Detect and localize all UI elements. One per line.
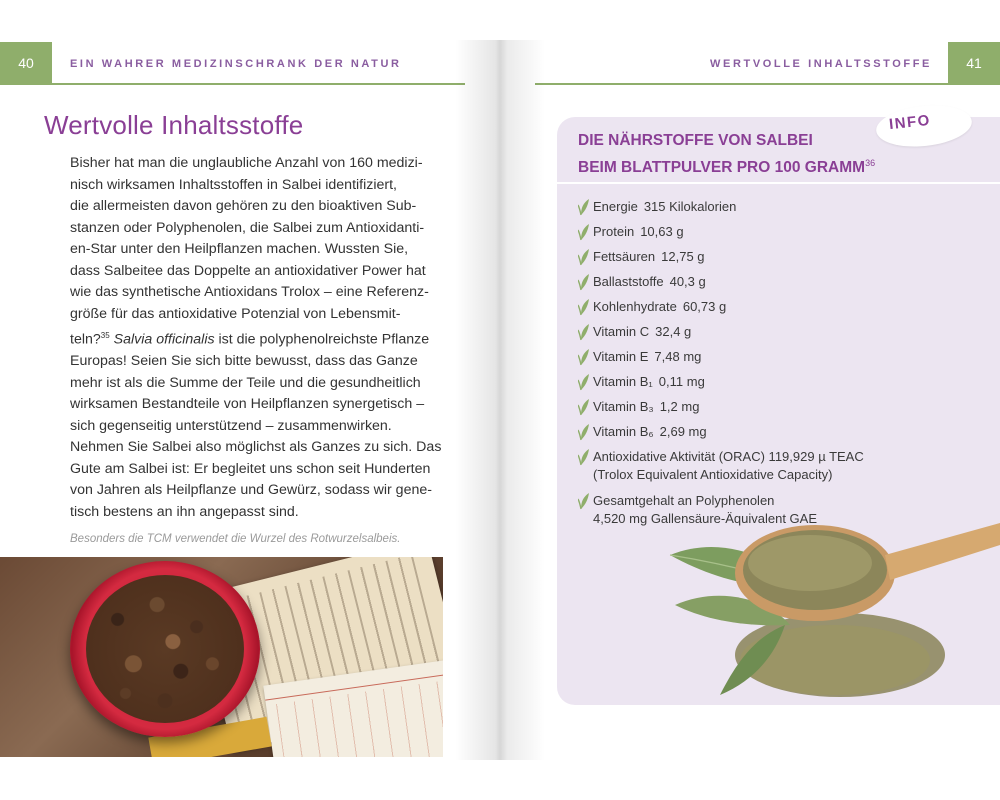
nutrient-name: Vitamin B₃ — [593, 399, 654, 414]
nutrient-name: Vitamin B₁ — [593, 374, 653, 389]
orac-line: Antioxidative Aktivität (ORAC) 119,929 µ TEAC — [593, 449, 864, 464]
nutrient-name: Ballaststoffe — [593, 274, 664, 289]
info-title-text: BEIM BLATTPULVER PRO 100 GRAMM — [578, 159, 866, 177]
leaf-icon — [578, 198, 592, 216]
nutrient-item — [578, 323, 898, 341]
leaf-icon — [578, 398, 592, 416]
body-paragraph — [70, 153, 445, 523]
nutrient-value: 0,11 mg — [658, 374, 705, 389]
polyphenol-line: Gesamtgehalt an Polyphenolen — [593, 493, 775, 508]
nutrient-value: 315 Kilokalorien — [643, 199, 737, 214]
sage-powder-photo — [660, 515, 1000, 705]
body-line: sich gegenseitig unterstützend – zusammenwirken. — [70, 417, 392, 434]
polyphenol-value: 4,520 mg Gallensäure-Äquivalent GAE — [593, 511, 818, 526]
nutrient-value: 10,63 g — [640, 224, 684, 239]
nutrient-name: Protein — [593, 224, 635, 239]
body-line: nisch wirksamen Inhaltsstoffen in Salbei identifiziert, — [70, 176, 397, 193]
body-line: die allermeisten davon gehören zu den bioaktiven Sub- — [70, 198, 417, 214]
left-page-number: 40 — [0, 42, 52, 84]
body-line: wie das synthetische Antioxidans Trolox – eine Referenz- — [70, 284, 429, 300]
nutrient-name: Vitamin E — [593, 349, 649, 364]
nutrient-item — [578, 298, 898, 316]
nutrient-value: 1,2 mg — [659, 399, 700, 414]
orac-note: (Trolox Equivalent Antioxidative Capacity) — [593, 467, 833, 482]
nutrient-item — [578, 248, 898, 266]
body-line: stanzen oder Polyphenolen, die Salbei zum Antioxidanti- — [70, 219, 425, 236]
right-header-rule — [535, 83, 1000, 85]
nutrient-item — [578, 198, 898, 216]
nutrient-value: 40,3 g — [669, 274, 706, 289]
spoon-illustration — [660, 515, 1000, 705]
nutrient-item — [578, 398, 898, 416]
nutrient-item — [578, 348, 898, 366]
leaf-icon — [578, 273, 592, 291]
nutrient-item — [578, 373, 898, 391]
info-tag: INFO — [888, 111, 932, 134]
leaf-icon — [578, 348, 592, 366]
nutrient-list — [578, 198, 898, 536]
nutrient-name: Fettsäuren — [593, 249, 656, 264]
leaf-icon — [578, 448, 592, 466]
body-line: tisch bestens an ihn angepasst sind. — [70, 503, 299, 520]
nutrient-value: 32,4 g — [655, 324, 692, 339]
nutrient-value: 60,73 g — [682, 299, 727, 314]
footnote-ref: 36 — [865, 158, 876, 168]
dried-roots-image — [86, 575, 244, 723]
footnote-ref: 35 — [100, 331, 110, 340]
body-line: Gute am Salbei ist: Er begleitet uns schon seit Hunderten — [70, 460, 431, 477]
leaf-icon — [578, 373, 592, 391]
nutrient-name: Energie — [593, 199, 638, 214]
leaf-icon — [578, 423, 592, 441]
body-line: Bisher hat man die unglaubliche Anzahl von 160 medizi- — [70, 155, 423, 171]
info-title-line — [578, 152, 918, 179]
nutrient-value: 12,75 g — [661, 249, 705, 264]
body-line: von Jahren als Heilpflanze und Gewürz, sodass wir gene- — [70, 482, 432, 499]
right-page-number: 41 — [948, 42, 1000, 84]
left-running-title: EIN WAHRER MEDIZINSCHRANK DER NATUR — [70, 58, 402, 70]
page-title: Wertvolle Inhaltsstoffe — [44, 110, 304, 140]
left-header-rule — [0, 83, 465, 85]
red-bowl-image — [70, 561, 260, 737]
body-line: größe für das antioxidative Potenzial von Lebensmit- — [70, 305, 401, 322]
leaf-icon — [578, 323, 592, 341]
leaf-icon — [578, 298, 592, 316]
nutrient-value: 7,48 mg — [654, 349, 702, 364]
nutrient-item — [578, 423, 898, 441]
nutrient-item — [578, 223, 898, 241]
body-line: dass Salbeitee das Doppelte an antioxidativer Power hat — [70, 262, 426, 279]
nutrient-item-orac — [578, 448, 898, 484]
nutrient-name: Vitamin C — [593, 324, 650, 339]
book-gutter — [455, 40, 545, 760]
nutrient-name: Vitamin B₆ — [593, 424, 654, 439]
leaf-icon — [578, 248, 592, 266]
info-box-title — [578, 130, 918, 179]
nutrient-value: 2,69 mg — [659, 424, 707, 439]
body-line: mehr ist als die Summe der Teile und die gesundheitlich — [70, 374, 421, 391]
tcm-roots-photo — [0, 557, 443, 757]
species-name: Salvia officinalis — [113, 331, 215, 348]
body-line: Europas! Seien Sie sich bitte bewusst, dass das Ganze — [70, 353, 418, 370]
nutrient-item — [578, 273, 898, 291]
right-running-title: WERTVOLLE INHALTSSTOFFE — [710, 58, 932, 70]
nutrient-name: Kohlenhydrate — [593, 299, 677, 314]
body-line — [70, 325, 445, 351]
leaf-icon — [578, 492, 592, 510]
body-line: wirksamen Bestandteile von Heilpflanzen synergetisch – — [70, 396, 425, 413]
body-text-fragment: ist die polyphenolreichste Pflanze — [214, 331, 430, 348]
info-box-divider — [557, 182, 1000, 184]
photo-caption: Besonders die TCM verwendet die Wurzel des Rotwurzelsalbeis. — [70, 533, 401, 545]
body-text-fragment: teln? — [70, 331, 101, 348]
body-line: Nehmen Sie Salbei also möglichst als Ganzes zu sich. Das — [70, 439, 442, 456]
info-title-line: DIE NÄHRSTOFFE VON SALBEI — [578, 132, 813, 149]
body-line: en-Star unter den Heilpflanzen machen. Wussten Sie, — [70, 241, 409, 257]
leaf-icon — [578, 223, 592, 241]
